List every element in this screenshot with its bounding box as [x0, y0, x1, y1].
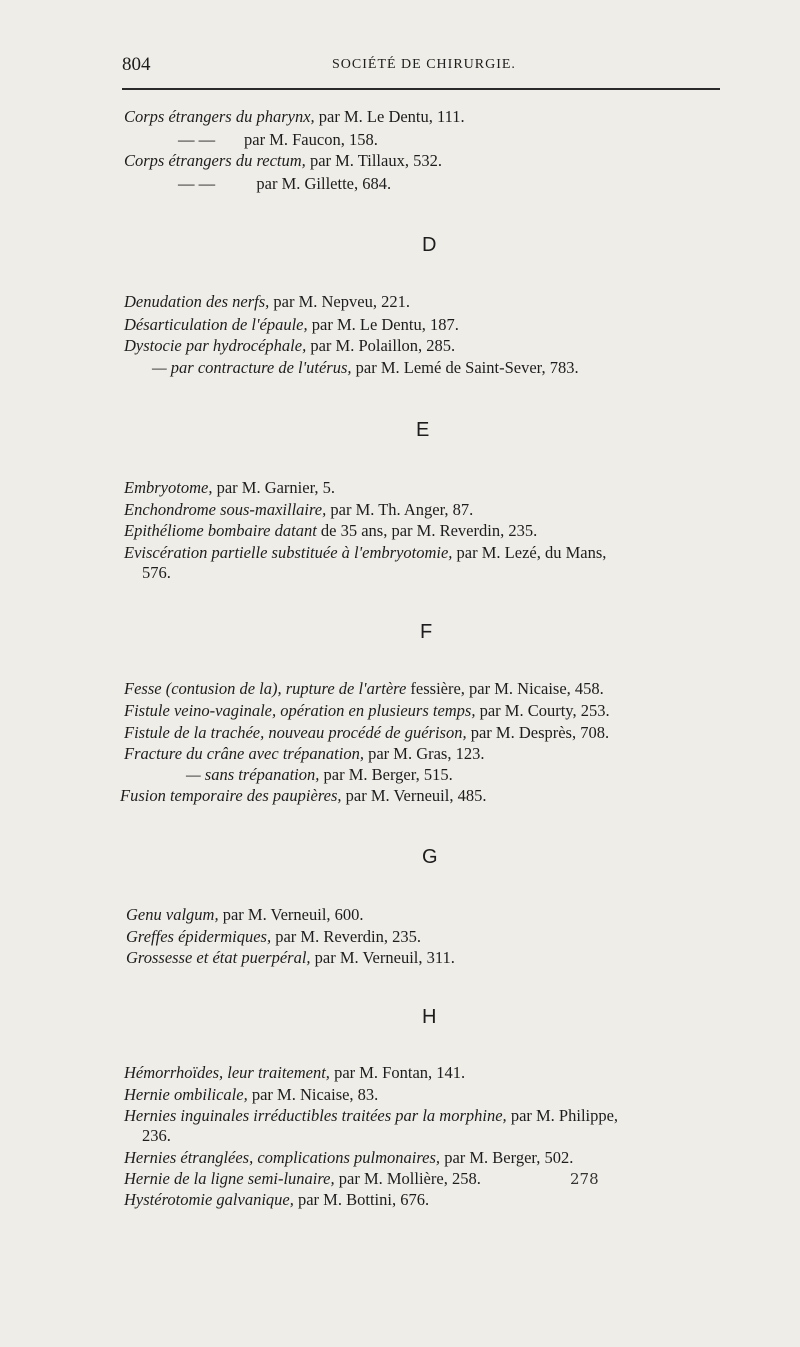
index-entry: Greffes épidermiques, par M. Reverdin, 235. [126, 927, 421, 946]
index-entry: Hernie ombilicale, par M. Nicaise, 83. [124, 1085, 379, 1104]
index-entry: Fracture du crâne avec trépanation, par M. Gras, 123. [124, 744, 485, 763]
section-letter: G [422, 846, 438, 868]
index-entry: Fistule veino-vaginale, opération en plusieurs temps, par M. Courty, 253. [124, 701, 610, 720]
index-entry: Fistule de la trachée, nouveau procédé de guérison, par M. Desprès, 708. [124, 723, 610, 742]
index-entry: — — par M. Faucon, 158. [178, 130, 378, 149]
handwritten-annotation: 278 [570, 1170, 599, 1188]
index-entry: — — par M. Gillette, 684. [178, 174, 392, 193]
index-entry: 576. [142, 563, 171, 582]
index-entry: Fesse (contusion de la), rupture de l'artère fessière, par M. Nicaise, 458. [124, 679, 604, 698]
index-entry: Corps étrangers du pharynx, par M. Le Dentu, 111. [124, 107, 465, 126]
index-entry: Grossesse et état puerpéral, par M. Verneuil, 311. [126, 948, 455, 967]
index-entry: Hernie de la ligne semi-lunaire, par M. Mollière, 258. [124, 1169, 481, 1188]
index-entry: Hystérotomie galvanique, par M. Bottini, 676. [124, 1190, 430, 1209]
index-entry: Hernies inguinales irréductibles traitées par la morphine, par M. Philippe, [124, 1106, 619, 1125]
index-entry: Hernies étranglées, complications pulmonaires, par M. Berger, 502. [124, 1148, 574, 1167]
index-entry: Désarticulation de l'épaule, par M. Le Dentu, 187. [124, 315, 459, 334]
index-entry: Corps étrangers du rectum, par M. Tillaux, 532. [124, 151, 442, 170]
section-letter: D [422, 234, 437, 256]
page-header [122, 54, 720, 82]
index-entry: Epithéliome bombaire datant de 35 ans, par M. Reverdin, 235. [124, 521, 538, 540]
index-entry: Hémorrhoïdes, leur traitement, par M. Fontan, 141. [124, 1063, 466, 1082]
running-title: SOCIÉTÉ DE CHIRURGIE. [332, 57, 516, 72]
index-entry: Enchondrome sous-maxillaire, par M. Th. Anger, 87. [124, 500, 474, 519]
index-entry: — sans trépanation, par M. Berger, 515. [186, 765, 453, 784]
section-letter: F [420, 621, 433, 643]
index-entry: Eviscération partielle substituée à l'embryotomie, par M. Lezé, du Mans, [124, 543, 607, 562]
index-entry: — par contracture de l'utérus, par M. Lemé de Saint-Sever, 783. [152, 358, 579, 377]
index-entry: Embryotome, par M. Garnier, 5. [124, 478, 336, 497]
index-entry: 236. [142, 1126, 171, 1145]
section-letter: H [422, 1006, 437, 1028]
page-number: 804 [122, 54, 151, 75]
index-entry: Dystocie par hydrocéphale, par M. Polaillon, 285. [124, 336, 456, 355]
index-entry: Genu valgum, par M. Verneuil, 600. [126, 905, 364, 924]
header-rule [122, 88, 720, 90]
section-letter: E [416, 419, 430, 441]
index-entry: Denudation des nerfs, par M. Nepveu, 221. [124, 292, 410, 311]
index-entry: Fusion temporaire des paupières, par M. Verneuil, 485. [120, 786, 487, 805]
